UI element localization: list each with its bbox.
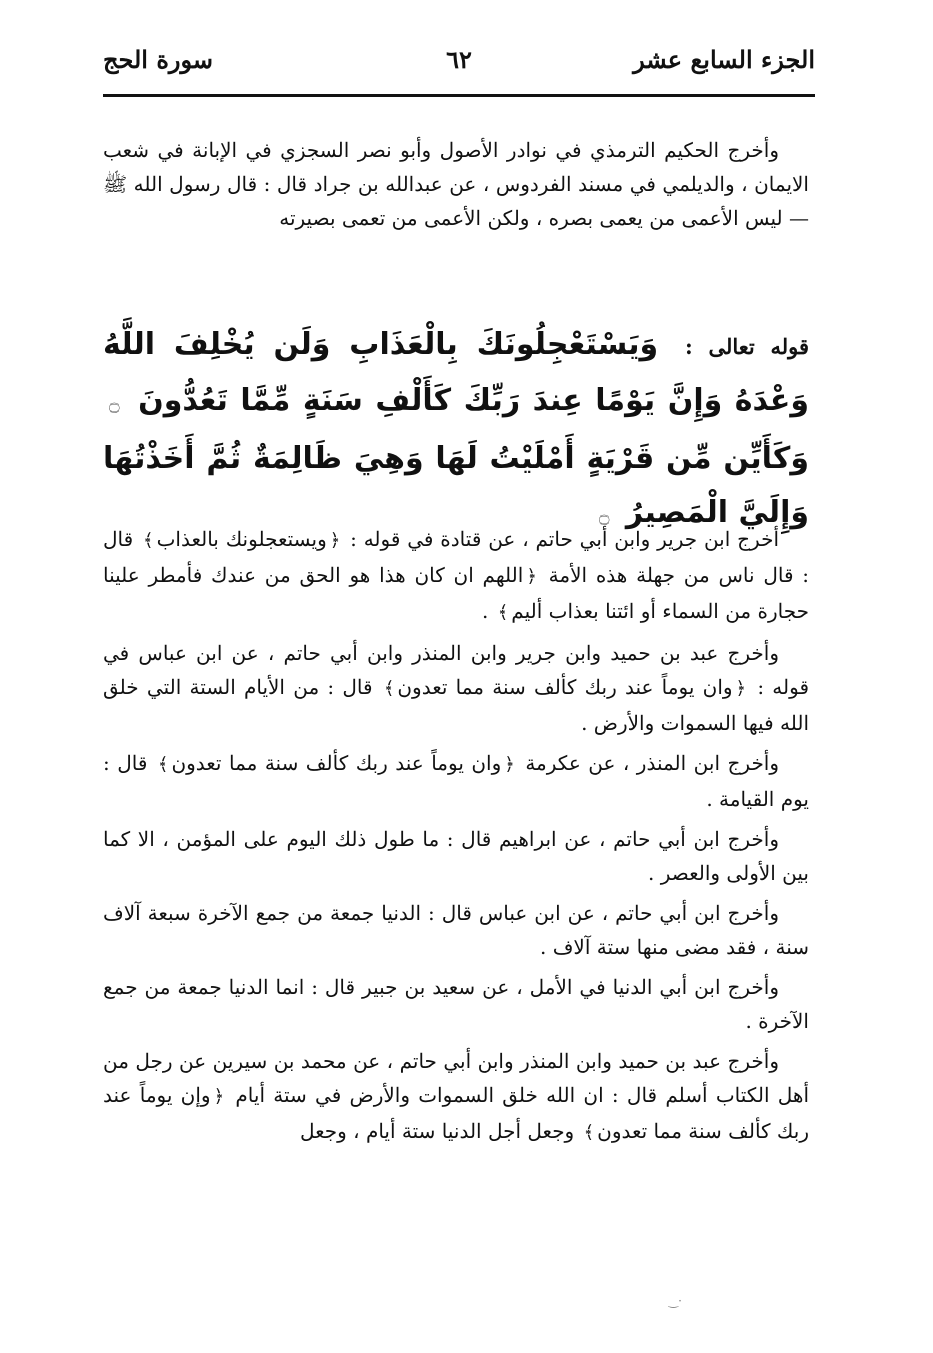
commentary-paragraph [103, 522, 809, 630]
paragraph-text: أخرج ابن جرير وابن أبي حاتم ، عن قتادة في قوله : [350, 527, 779, 551]
commentary-paragraph [103, 1044, 809, 1150]
commentary-paragraph: وأخرج ابن أبي الدنيا في الأمل ، عن سعيد بن جبير قال : انما الدنيا جمعة من جمع الآخرة . [103, 975, 809, 1033]
paragraph-text: وجعل أجل الدنيا ستة أيام ، وجعل [299, 1119, 575, 1143]
paragraph-text: قال : قال ناس من جهلة هذه الأمة [103, 527, 810, 587]
verse-text-part2: وَكَأَيِّن مِّن قَرْيَةٍ أَمْلَيْتُ لَهَا وَهِيَ ظَالِمَةٌ ثُمَّ أَخَذْتُهَا وَإِلَيَّ الْمَصِيرُ [103, 441, 809, 530]
quoted-verse: اللهم ان كان هذا هو الحق من عندك فأمطر علينا حجارة من السماء أو ائتنا بعذاب أليم [103, 563, 809, 623]
paragraph-text: وأخرج عبد بن حميد وابن المنذر وابن أبي حاتم ، عن محمد بن سيرين عن رجل من أهل الكتاب أسلم قال : ان الله خلق السموات والأرض في ستة أيام [103, 1049, 810, 1107]
surah-title: سورة الحج [103, 45, 213, 74]
quote-close-bracket: ﴾ [143, 530, 154, 551]
quote-open-bracket: ﴿ [735, 678, 747, 699]
commentary-paragraph: وأخرج ابن أبي حاتم ، عن ابراهيم قال : ما طول ذلك اليوم على المؤمن ، الا كما بين الأولى والعصر . [103, 827, 809, 885]
quoted-verse: وإن يوماً عند ربك كألف سنة مما تعدون [103, 1083, 809, 1143]
quote-close-bracket: ﴾ [157, 754, 169, 775]
quote-close-bracket: ﴾ [383, 678, 395, 699]
commentary-section [103, 522, 809, 1156]
paragraph-text: قال : يوم القيامة . [103, 751, 809, 811]
quran-verse-block [103, 318, 809, 544]
paragraph-text: . [482, 599, 489, 623]
paragraph-text: وأخرج ابن المنذر ، عن عكرمة [525, 751, 780, 775]
quoted-verse: وان يوماً عند ربك كألف سنة مما تعدون [171, 751, 502, 775]
header-rule [103, 94, 815, 97]
quote-open-bracket: ﴿ [329, 530, 341, 551]
quote-open-bracket: ﴿ [504, 754, 515, 775]
commentary-paragraph: وأخرج ابن أبي حاتم ، عن ابن عباس قال : الدنيا جمعة من جمع الآخرة سبعة آلاف سنة ، فقد مضى منها ستة آلاف . [103, 901, 809, 959]
quote-open-bracket: ﴿ [213, 1086, 225, 1107]
quote-close-bracket: ﴾ [583, 1122, 595, 1143]
page-header [103, 38, 815, 86]
quoted-verse: ويستعجلونك بالعذاب [156, 527, 327, 551]
commentary-paragraph [103, 636, 809, 740]
quoted-verse: وان يوماً عند ربك كألف سنة مما تعدون [397, 675, 733, 699]
intro-section [103, 133, 809, 235]
verse-intro: قوله تعالى : [685, 334, 810, 359]
page-number: ٦٢ [446, 45, 472, 74]
ink-speck: ·‿ [668, 1294, 682, 1308]
paragraph-text: قال : من الأيام الستة التي خلق الله فيها السموات والأرض . [103, 675, 809, 735]
commentary-paragraph [103, 746, 809, 816]
quote-close-bracket: ﴾ [497, 602, 509, 623]
quote-open-bracket: ﴿ [526, 566, 537, 587]
ayah-end-mark: ۝ [598, 506, 610, 527]
ayah-end-mark: ۝ [109, 394, 120, 415]
verse-text-part1: وَيَسْتَعْجِلُونَكَ بِالْعَذَابِ وَلَن يُخْلِفَ اللَّهُ وَعْدَهُ وَإِنَّ يَوْمًا عِندَ رَبِّكَ كَأَلْفِ سَنَةٍ مِّمَّا تَعُدُّونَ [103, 327, 809, 418]
paragraph-text: وأخرج عبد بن حميد وابن جرير وابن المنذر وابن أبي حاتم ، عن ابن عباس في قوله : [103, 641, 810, 699]
part-title: الجزء السابع عشر [633, 45, 815, 74]
intro-paragraph: وأخرج الحكيم الترمذي في نوادر الأصول وأبو نصر السجزي في الإبانة في شعب الايمان ، والديلمي في مسند الفردوس ، عن عبدالله بن جراد قال : قال رسول الله ﷺ — ليس الأعمى من يعمى بصره ، ولكن الأعمى من تعمى بصيرته [103, 138, 809, 230]
